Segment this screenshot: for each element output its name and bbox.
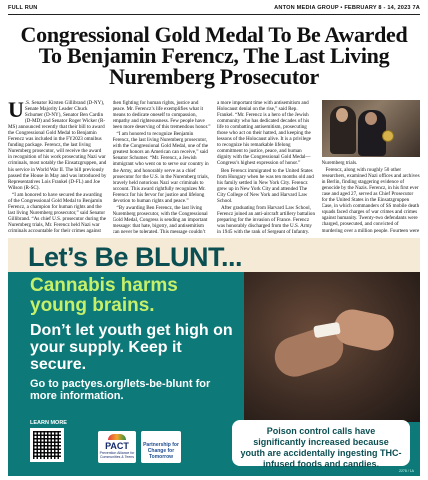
- learn-more-label: LEARN MORE: [30, 420, 67, 426]
- ad-warning-box: Poison control calls have significantly increased because youth are accidentally ingesting THC-infused foods and candies.: [232, 420, 410, 466]
- ad-subhead: Don’t let youth get high on your supply. Keep it secure.: [30, 322, 233, 373]
- paragraph: “By awarding Ben Ferencz, the last living Nuremberg prosecutor, with the Congressional Gold Medal, Congress is sending an important message: that hate, bigotry, and antisemitism can never be tolerated. This message couldn’t: [112, 204, 208, 234]
- pact-logo-tagline: Prevention Alliance for Communities & Teens: [99, 451, 135, 459]
- article-column-1: [8, 100, 107, 234]
- ad-code: 2278 / 1A: [399, 469, 414, 473]
- ad-photo: [244, 272, 420, 422]
- article-body: [8, 100, 420, 234]
- article-column-2: [113, 100, 212, 234]
- pact-logo-text: PACT: [105, 441, 129, 451]
- drop-cap: U: [8, 100, 24, 122]
- qr-code-icon[interactable]: [30, 428, 64, 462]
- medal-icon: [382, 130, 394, 142]
- logo-arc-icon: [108, 434, 126, 440]
- headline-line: Nuremberg Prosecutor: [108, 64, 320, 89]
- paragraph: Ben Ferencz immigrated to the United States from Hungary when he was ten months old and his family settled in New York City. Ferencz grew up in New York City and attended The City College of New York and Harvard Law School.: [217, 167, 314, 204]
- advertisement[interactable]: [8, 238, 420, 476]
- headline-line: To Benjamin Ferencz, The Last Living: [38, 43, 390, 68]
- headline-line: Congressional Gold Medal To Be Awarded: [20, 22, 408, 47]
- page-header: [8, 3, 420, 15]
- ad-headline: Cannabis harms young brains.: [30, 275, 178, 316]
- article-photo: [322, 100, 421, 157]
- pact-logo: [98, 431, 136, 463]
- paragraph: “I am honored to have secured the awarding of the Congressional Gold Medal to Benjamin Ferencz, a champion for human rights and the last living Nuremberg prosecutor,” said Senator Gillibrand. “As chief U.S. prosecutor during the Nuremberg trials, Mr. Ferencz held Nazi war criminals accountable for their crimes against: [8, 191, 107, 234]
- paragraph: then fighting for human rights, justice and peace. Mr. Ferencz’s life exemplifies what it means to dedicate oneself to compassion, empathy and righteousness. Few people have been more deserving of this tremendous honor.”: [112, 100, 211, 131]
- partner-logo: [141, 431, 181, 463]
- publication-date: ANTON MEDIA GROUP • FEBRUARY 8 - 14, 2023 7A: [274, 5, 420, 11]
- partner-logo-text: Partnership for Change for Tomorrow: [143, 442, 179, 460]
- article-column-3: [217, 100, 316, 234]
- paragraph: a more important time with antisemitism and Holocaust denial on the rise,” said Rep. Frankel. “Mr. Ferencz is a hero of the Jewish community who has dedicated decades of his life to combatting antisemitism, prosecuting those who act on their hatred, and keeping the lessons of the Holocaust alive. It is a privilege to recognize his remarkable lifelong commitment to justice, peace, and human dignity with the Congressional Gold Medal—Congress’s highest expression of honor.”: [217, 100, 312, 167]
- paragraph: U .S. Senator Kirsten Gillibrand (D-NY), Senate Majority Leader Chuck Schumer (D-NY), Senator Ben Cardin (D-MD) and Senator Roger Wicker (R-MS) announced recently that their bill to award the Congressional Gold Medal to Benjamin Ferencz was included in the FY2023 omnibus funding package. Ferencz, the last living Nuremberg prosecutor, will receive the award in recognition of his work prosecuting Nazi war criminals, most notably the Einsatzgruppen, and his service in World War II. The bill previously passed the House in May and was introduced by Representatives Lois Frankel (D-FL) and Joe Wilson (R-SC).: [8, 100, 107, 191]
- photo-figure-face: [365, 112, 377, 125]
- section-label: FULL RUN: [8, 5, 38, 11]
- photo-figure-face: [336, 108, 348, 122]
- paragraph: Ferencz, along with roughly 50 other researchers, examined Nazi offices and archives in Berlin, finding staggering evidence of genocide by the Nazis. Ferencz, in his first ever case and aged 27, served as Chief Prosecutor for the United States in the Einsatzgruppen Case, in which commanders of SS mobile death squads faced charges of war crimes and crimes against humanity. Twenty-two defendants were charged, prosecuted, and convicted of murdering over a million people. Fourteen were: [321, 167, 420, 234]
- ad-title: Let’s Be BLUNT...: [28, 242, 243, 272]
- paragraph: “I am honored to recognize Benjamin Ferencz, the last living Nuremberg prosecutor, with the Congressional Gold Medal, one of the greatest honors an American can receive,” said Senator Schumer. “Mr. Ferencz, a Jewish immigrant who went on to serve our country in the Army, and honorably serve as a chief prosecutor for the U.S. in the Nuremberg trials, bravely held notorious Nazi war criminals to account. This award rightfully recognizes Mr. Ferencz for his fervor for justice and lifelong devotion to human rights and peace.”: [112, 131, 209, 204]
- paragraph: After graduating from Harvard Law School, Ferencz joined an anti-aircraft artillery battalion preparing for the invasion of France. Ferencz was honorably discharged from the U.S. Army in 1945 with the rank of Sergeant of Infantry.: [217, 204, 316, 234]
- article-headline: [10, 24, 418, 87]
- ad-url-link[interactable]: Go to pactyes.org/lets-be-blunt for more information.: [30, 378, 211, 402]
- paragraph: Nuremberg trials.: [321, 160, 358, 166]
- article-column-4: [322, 100, 421, 234]
